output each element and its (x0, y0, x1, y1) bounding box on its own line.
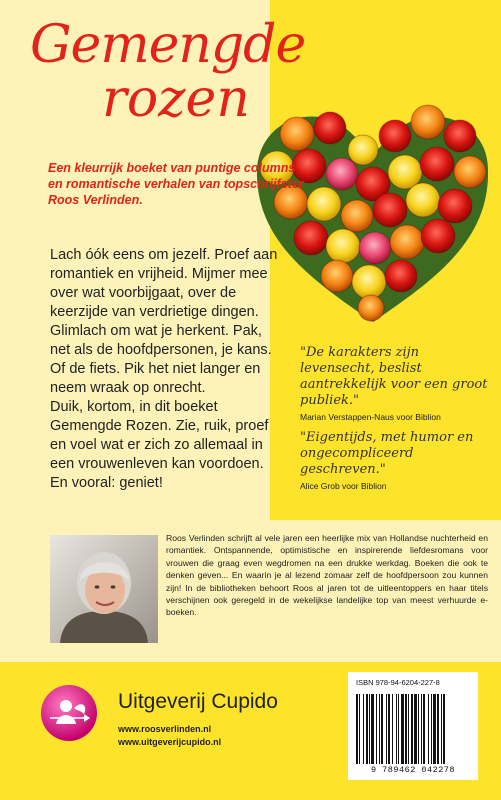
barcode-bar (418, 694, 419, 764)
website-link-publisher[interactable]: www.uitgeverijcupido.nl (118, 737, 222, 747)
quote-text: "De karakters zijn levensecht, beslist aantrekkelijk voor een groot publiek." (300, 345, 488, 408)
barcode-bar (381, 694, 383, 764)
barcode-bar (396, 694, 397, 764)
barcode-bar (437, 694, 439, 764)
barcode-bar (411, 694, 413, 764)
blurb-paragraph-2: Duik, kortom, in dit boeket Gemengde Rozen. Zie, ruik, proef en voel wat er zich zo allemaal in een vrouwenleven kan voordoen. En vooral: geniet! (50, 399, 269, 491)
barcode-bar (433, 694, 436, 764)
review-quote-2 (300, 430, 490, 491)
cupido-logo-icon (40, 684, 98, 742)
barcode-bar (386, 694, 387, 764)
barcode-bar (376, 694, 377, 764)
barcode-bar (359, 694, 360, 764)
barcode-image (354, 694, 472, 764)
quote-source: Marian Verstappen-Naus voor Biblion (300, 412, 441, 422)
barcode-bar (423, 694, 425, 764)
barcode-bar (405, 694, 407, 764)
barcode-bar (379, 694, 380, 764)
barcode-bar (371, 694, 374, 764)
blurb-paragraph-1: Lach óók eens om jezelf. Proef aan romantiek en vrijheid. Mijmer mee over wat voorbijgaat, over de keerzijde van verdrietige dingen. Glimlach om wat je herkent. Pak, net als de hoofdpersonen, je kans. Of de fiets. Pik het niet langer en neem wraak op onrecht. (50, 247, 278, 396)
barcode-bar (441, 694, 442, 764)
title-line-1: Gemengde (30, 15, 306, 75)
barcode-digits: 9 789462 042278 (370, 765, 455, 775)
publisher-name: Uitgeverij Cupido (118, 690, 278, 713)
isbn-text: ISBN 978-94-6204-227-8 (356, 678, 440, 687)
barcode-bar (408, 694, 409, 764)
blurb (50, 246, 280, 493)
barcode-bar (401, 694, 404, 764)
barcode-bar (366, 694, 368, 764)
author-bio: Roos Verlinden schrijft al vele jaren een heerlijke mix van Hollandse nuchterheid en romantiek. Ontspannende, optimistische en inspirerende liefdesromans voor vrouwen die graag even wegdromen na een drukke werkdag. Boeken die ook te denken geven... En waarin je al lezend zomaar zelf de hoofdpersoon zou kunnen zijn! In de bibliotheken behoort Roos al jaren tot de uitleentoppers en haar titels verschijnen ook geregeld in de wekelijkse landelijke top van meest verhuurde e-boeken. (166, 533, 488, 618)
quote-text: "Eigentijds, met humor en ongecompliceerd geschreven." (300, 430, 474, 477)
barcode-bar (369, 694, 370, 764)
barcode-bar (428, 694, 429, 764)
barcode-bar (431, 694, 432, 764)
intro-text: Een kleurrijk boeket van puntige columns en romantische verhalen van topschrijfster Roos Verlinden. (48, 161, 304, 207)
barcode-bar (388, 694, 390, 764)
barcode-bar (392, 694, 393, 764)
barcode-box (348, 672, 478, 780)
author-photo (50, 535, 158, 643)
website-links (118, 723, 221, 749)
title-line-2: rozen (102, 69, 250, 129)
rose-bouquet-heart-image (245, 92, 500, 327)
barcode-bar (363, 694, 364, 764)
barcode-bar (443, 694, 445, 764)
quote-source: Alice Grob voor Biblion (300, 481, 387, 491)
review-quote-1 (300, 345, 490, 422)
website-link-author[interactable]: www.roosverlinden.nl (118, 724, 212, 734)
barcode-bar (421, 694, 422, 764)
barcode-bar (356, 694, 358, 764)
barcode-bar (414, 694, 417, 764)
barcode-bar (398, 694, 399, 764)
